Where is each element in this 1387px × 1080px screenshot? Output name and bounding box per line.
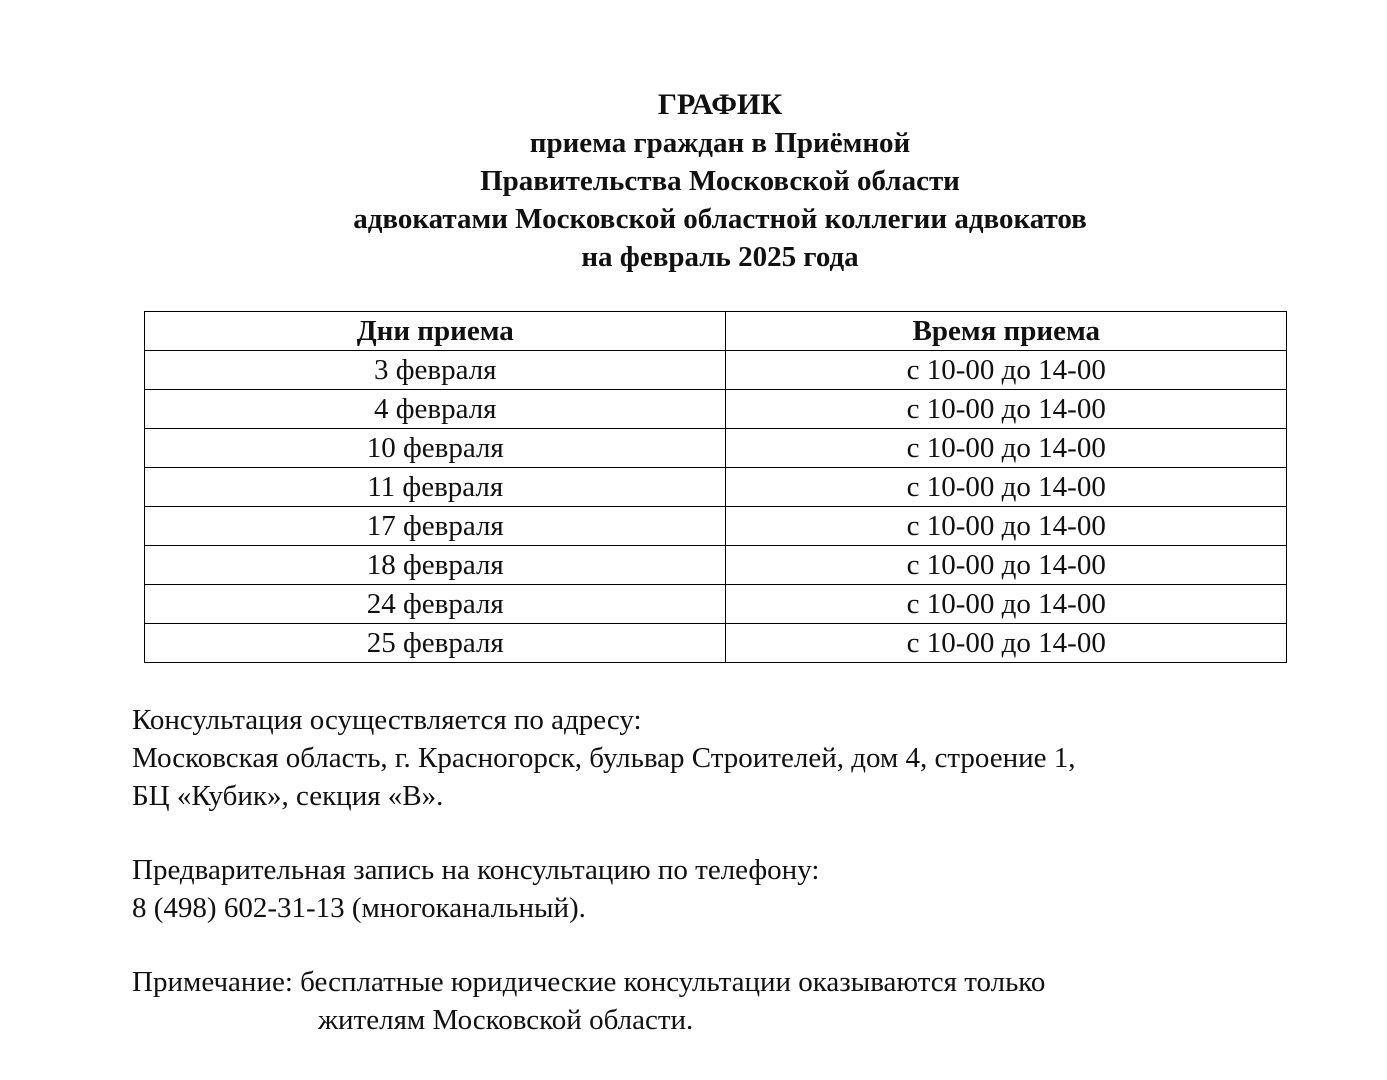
day-cell: 17 февраля xyxy=(145,507,726,546)
booking-block xyxy=(132,851,819,927)
table-row xyxy=(145,468,1287,507)
column-header-time: Время приема xyxy=(726,312,1287,351)
table-row xyxy=(145,429,1287,468)
table-row xyxy=(145,351,1287,390)
document-title-block xyxy=(0,86,1387,276)
time-cell: с 10-00 до 14-00 xyxy=(726,585,1287,624)
address-label: Консультация осуществляется по адресу: xyxy=(132,704,642,736)
time-cell: с 10-00 до 14-00 xyxy=(726,624,1287,663)
title-line-1: приема граждан в Приёмной xyxy=(529,127,911,159)
table-row xyxy=(145,546,1287,585)
title-line-3: адвокатами Московской областной коллегии адвокатов xyxy=(353,203,1087,235)
note-block xyxy=(132,963,1045,1039)
booking-phone: 8 (498) 602-31-13 (многоканальный). xyxy=(132,892,586,924)
table-header-row xyxy=(145,312,1287,351)
address-line-1: Московская область, г. Красногорск, бульвар Строителей, дом 4, строение 1, xyxy=(132,742,1076,774)
day-cell: 11 февраля xyxy=(145,468,726,507)
day-cell: 3 февраля xyxy=(145,351,726,390)
document-title: ГРАФИК xyxy=(657,88,783,121)
time-cell: с 10-00 до 14-00 xyxy=(726,468,1287,507)
day-cell: 10 февраля xyxy=(145,429,726,468)
column-header-days: Дни приема xyxy=(145,312,726,351)
time-cell: с 10-00 до 14-00 xyxy=(726,351,1287,390)
day-cell: 25 февраля xyxy=(145,624,726,663)
day-cell: 24 февраля xyxy=(145,585,726,624)
table-row xyxy=(145,624,1287,663)
day-cell: 4 февраля xyxy=(145,390,726,429)
booking-label: Предварительная запись на консультацию по телефону: xyxy=(132,854,820,886)
time-cell: с 10-00 до 14-00 xyxy=(726,507,1287,546)
title-line-2: Правительства Московской области xyxy=(480,165,960,197)
schedule-table xyxy=(144,311,1287,663)
title-line-4: на февраль 2025 года xyxy=(581,241,859,273)
time-cell: с 10-00 до 14-00 xyxy=(726,390,1287,429)
day-cell: 18 февраля xyxy=(145,546,726,585)
address-block xyxy=(132,701,1076,815)
table-row xyxy=(145,390,1287,429)
note-line-1: Примечание: бесплатные юридические консультации оказываются только xyxy=(132,966,1046,998)
table-row xyxy=(145,585,1287,624)
note-line-2: жителям Московской области. xyxy=(318,1004,694,1036)
time-cell: с 10-00 до 14-00 xyxy=(726,546,1287,585)
time-cell: с 10-00 до 14-00 xyxy=(726,429,1287,468)
table-row xyxy=(145,507,1287,546)
address-line-2: БЦ «Кубик», секция «В». xyxy=(132,780,444,812)
